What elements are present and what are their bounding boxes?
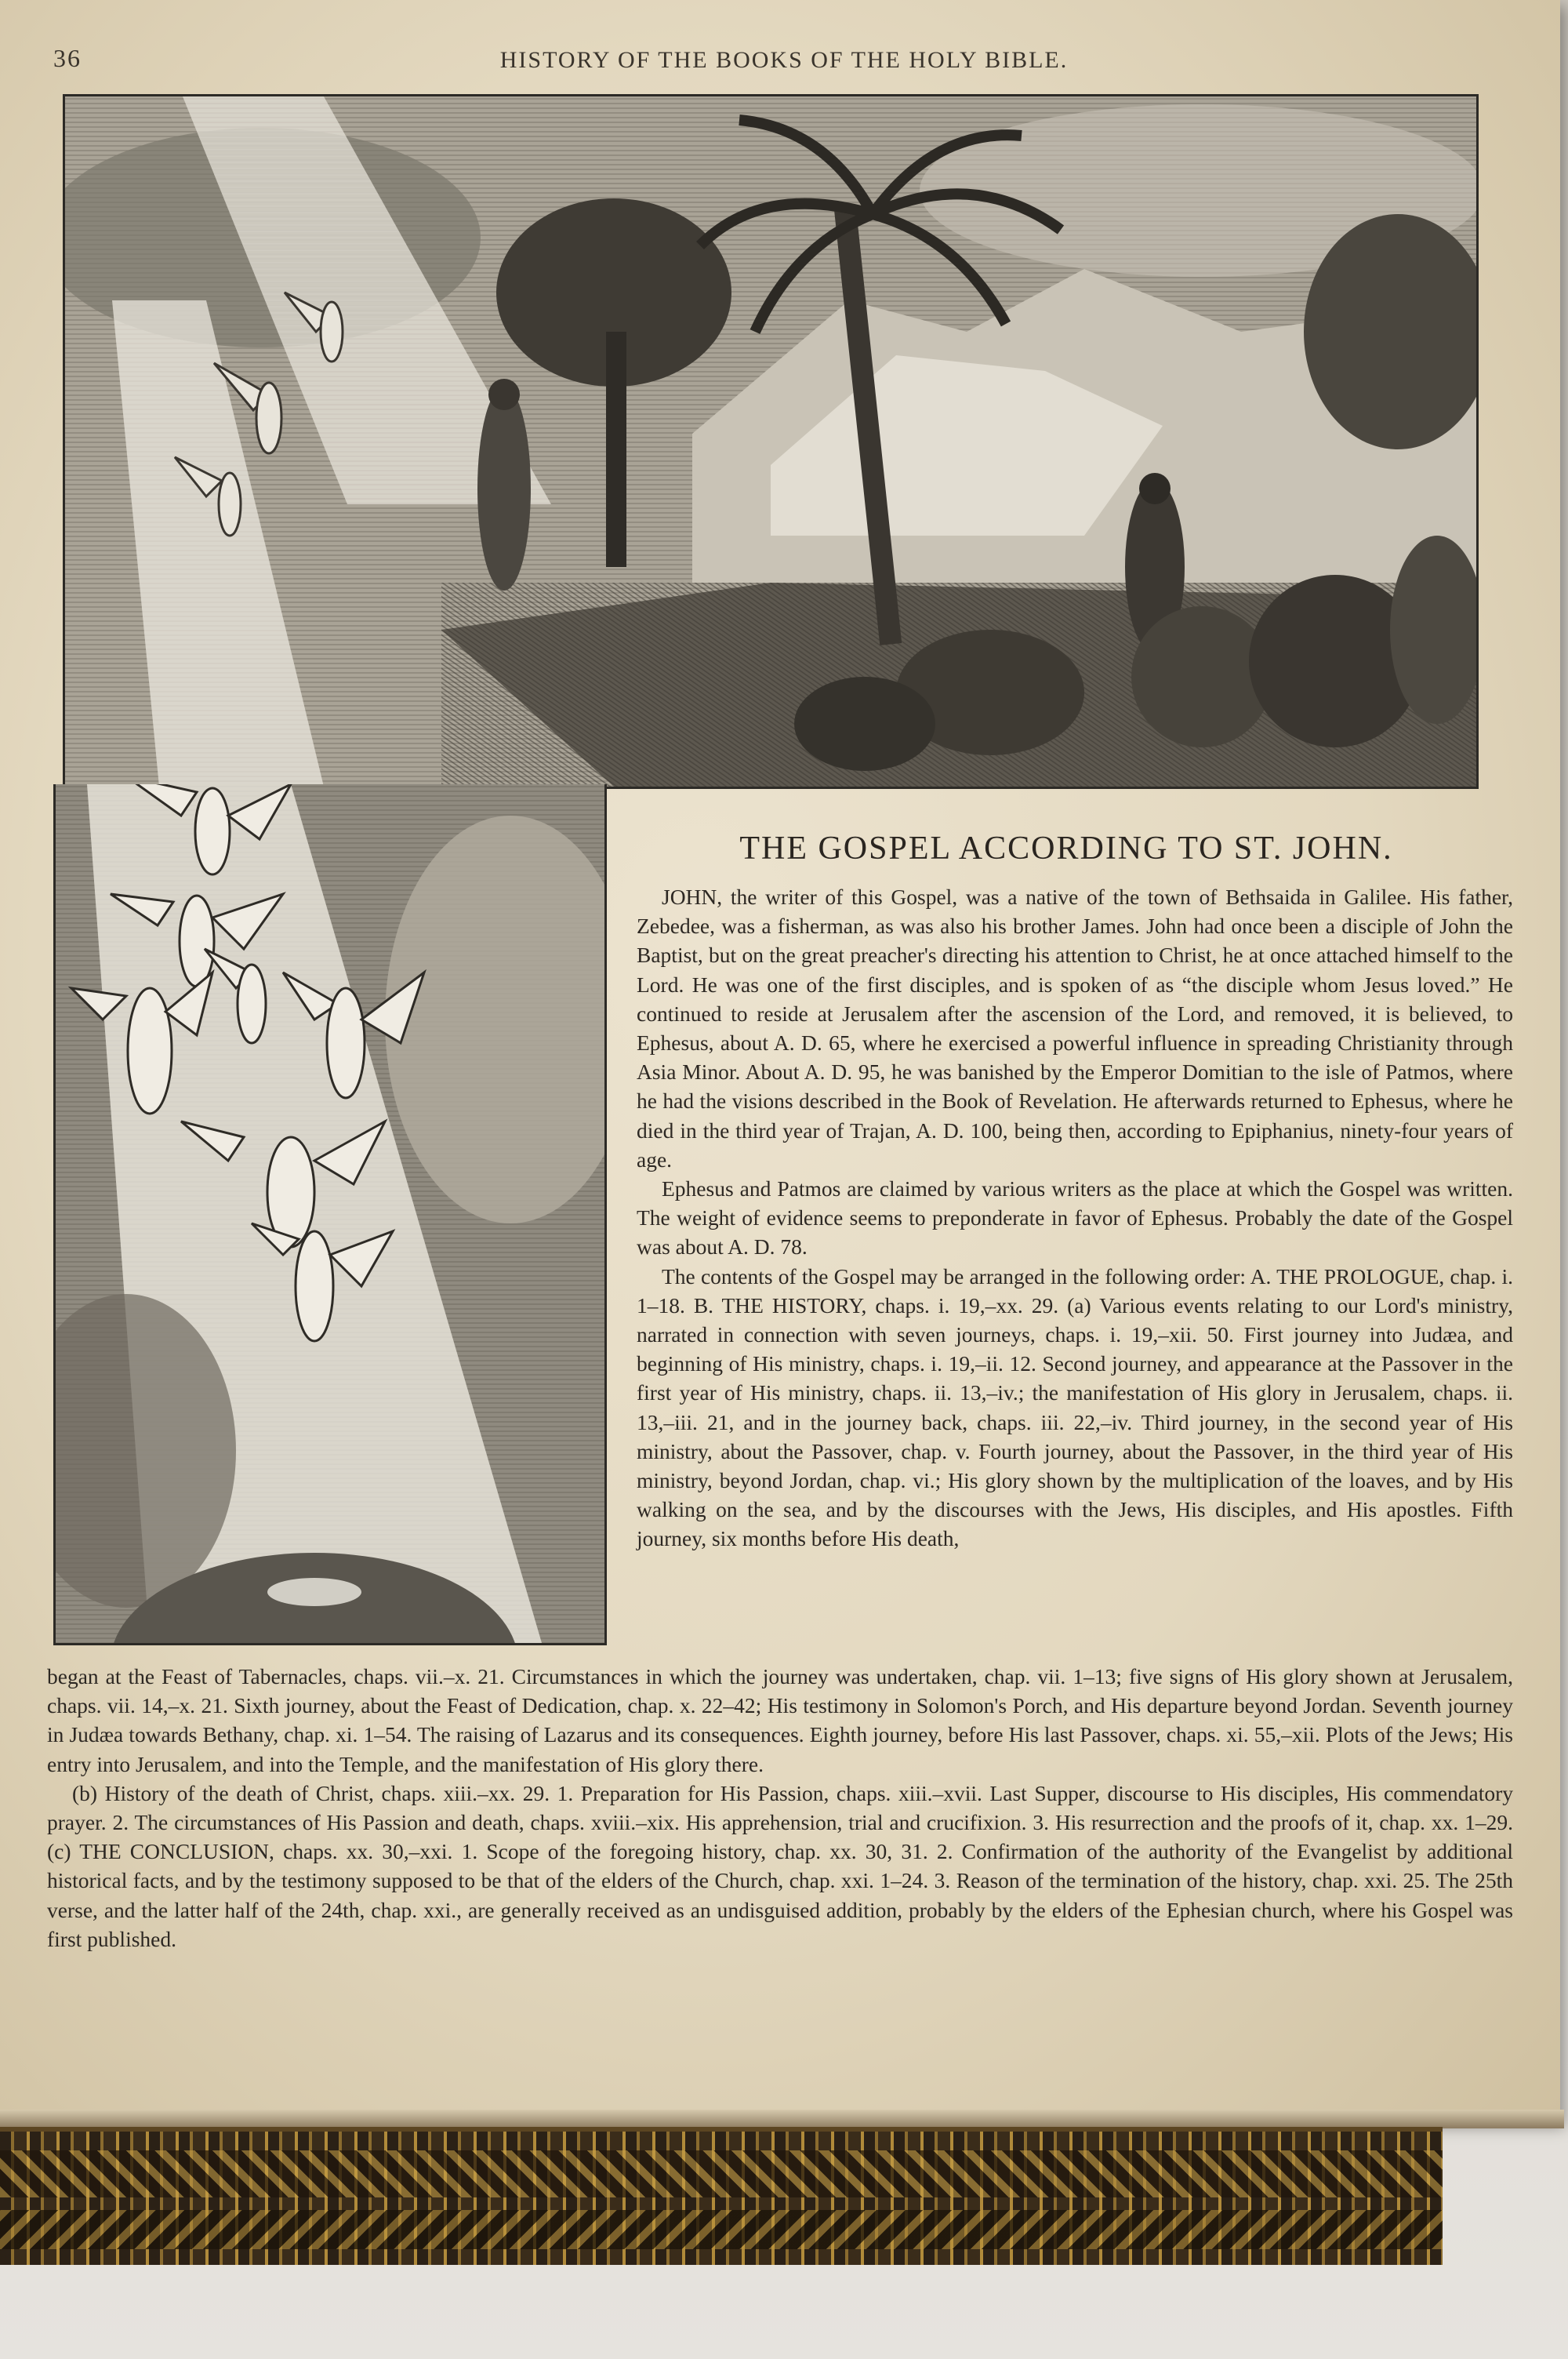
page-number: 36 xyxy=(53,44,82,72)
engraving-top xyxy=(63,94,1479,789)
engraving-left xyxy=(53,784,607,1645)
paragraph-contents: The contents of the Gospel may be arranged in the following order: A. THE PROLOGUE, chap. i. 1–18. B. THE HISTORY, chaps. i. 19,–xx. 29. (a) Various events relating to our Lord's ministry, narrated in connection with seven journeys, chaps. i. 19,–xii. 50. First journey into Judæa, and beginning of His ministry, chaps. i. 19,–ii. 12. Second journey, and appearance at the Passover in the first year of His ministry, chaps. ii. 13,–iv.; the manifestation of His glory in Jerusalem, chaps. ii. 13,–iii. 21, and in the journey back, chaps. iii. 22,–iv. Third journey, in the second year of His ministry, about the Passover, chap. v. Fourth journey, about the Passover, in the third year of His ministry, beyond Jordan, chap. vi.; His glory shown by the multiplication of the loaves, and by His walking on the sea, and by the discourses with the Jews, His disciples, and His apostles. Fifth journey, six months before His death, xyxy=(637,1263,1513,1551)
paragraph-death-of-christ: (b) History of the death of Christ, chaps. xiii.–xx. 29. 1. Preparation for His Passion, chaps. xiii.–xvii. Last Supper, discourse to His disciples, His commendatory prayer. 2. The circumstances of His Passion and death, chaps. xviii.–xix. His apprehension, trial and crucifixion. 3. His resurrection and the proofs of it, chap. xx. 1–29. (c) THE CONCLUSION, chaps. xx. 30,–xxi. 1. Scope of the foregoing history, chap. xx. 30, 31. 2. Confirmation of the authority of the Evangelist by additional historical facts, and by the testimony supposed to be that of the elders of the Church, chap. xxi. 1–24. 3. Reason of the termination of the history, chap. xxi. 25. The 25th verse, and the latter half of the 24th, chap. xxi., are generally received as an undisguised addition, probably by the elders of the Ephesian church, where his Gospel was first published. xyxy=(47,1780,1513,1951)
engraving-left-art xyxy=(56,784,604,1643)
text-column-right xyxy=(637,882,1513,1554)
article-title: THE GOSPEL ACCORDING TO ST. JOHN. xyxy=(739,831,1393,867)
paragraph-intro: JOHN, the writer of this Gospel, was a native of the town of Bethsaida in Galilee. His father, Zebedee, was a fisherman, as was also his brother James. John had once been a disciple of John the Baptist, but on the great preacher's directing his attention to Christ, he at once attached himself to the Lord. He was one of the first disciples, and is spoken of as “the disciple whom Jesus loved.” He continued to reside at Jerusalem after the ascension of the Lord, and removed, it is believed, to Ephesus, about A. D. 65, where he exercised a powerful influence in spreading Christianity through Asia Minor. About A. D. 95, he was banished by the Emperor Domitian to the isle of Patmos, where he had the visions described in the Book of Revelation. He afterwards returned to Ephesus, where he died in the third year of Trajan, A. D. 100, being then, according to Epiphanius, ninety-four years of age. xyxy=(637,885,1513,1172)
paragraph-place: Ephesus and Patmos are claimed by various writers as the place at which the Gospel was written. The weight of evidence seems to preponderate in favor of Ephesus. Probably the date of the Gospel was about A. D. 78. xyxy=(637,1176,1513,1259)
running-header xyxy=(47,44,1521,83)
text-full-width xyxy=(47,1662,1513,1954)
paragraph-contents-continued: began at the Feast of Tabernacles, chaps. vii.–x. 21. Circumstances in which the journey was undertaken, chap. vii. 1–13; five signs of His glory shown at Jerusalem, chaps. vii. 14,–x. 21. Sixth journey, about the Feast of Dedication, chap. x. 22–42; His testimony in Solomon's Porch, and His departure beyond Jordan. Seventh journey in Judæa towards Bethany, chap. xi. 1–54. The raising of Lazarus and its consequences. Eighth journey, before His last Passover, chaps. xi. 55,–xii. Plots of the Jews; His entry into Jerusalem, and into the Temple, and the manifestation of His glory there. xyxy=(47,1664,1513,1776)
engraving-top-art xyxy=(65,96,1476,787)
page-edge xyxy=(0,2110,1564,2128)
book-binding xyxy=(0,2127,1443,2265)
running-title: HISTORY OF THE BOOKS OF THE HOLY BIBLE. xyxy=(499,47,1069,73)
